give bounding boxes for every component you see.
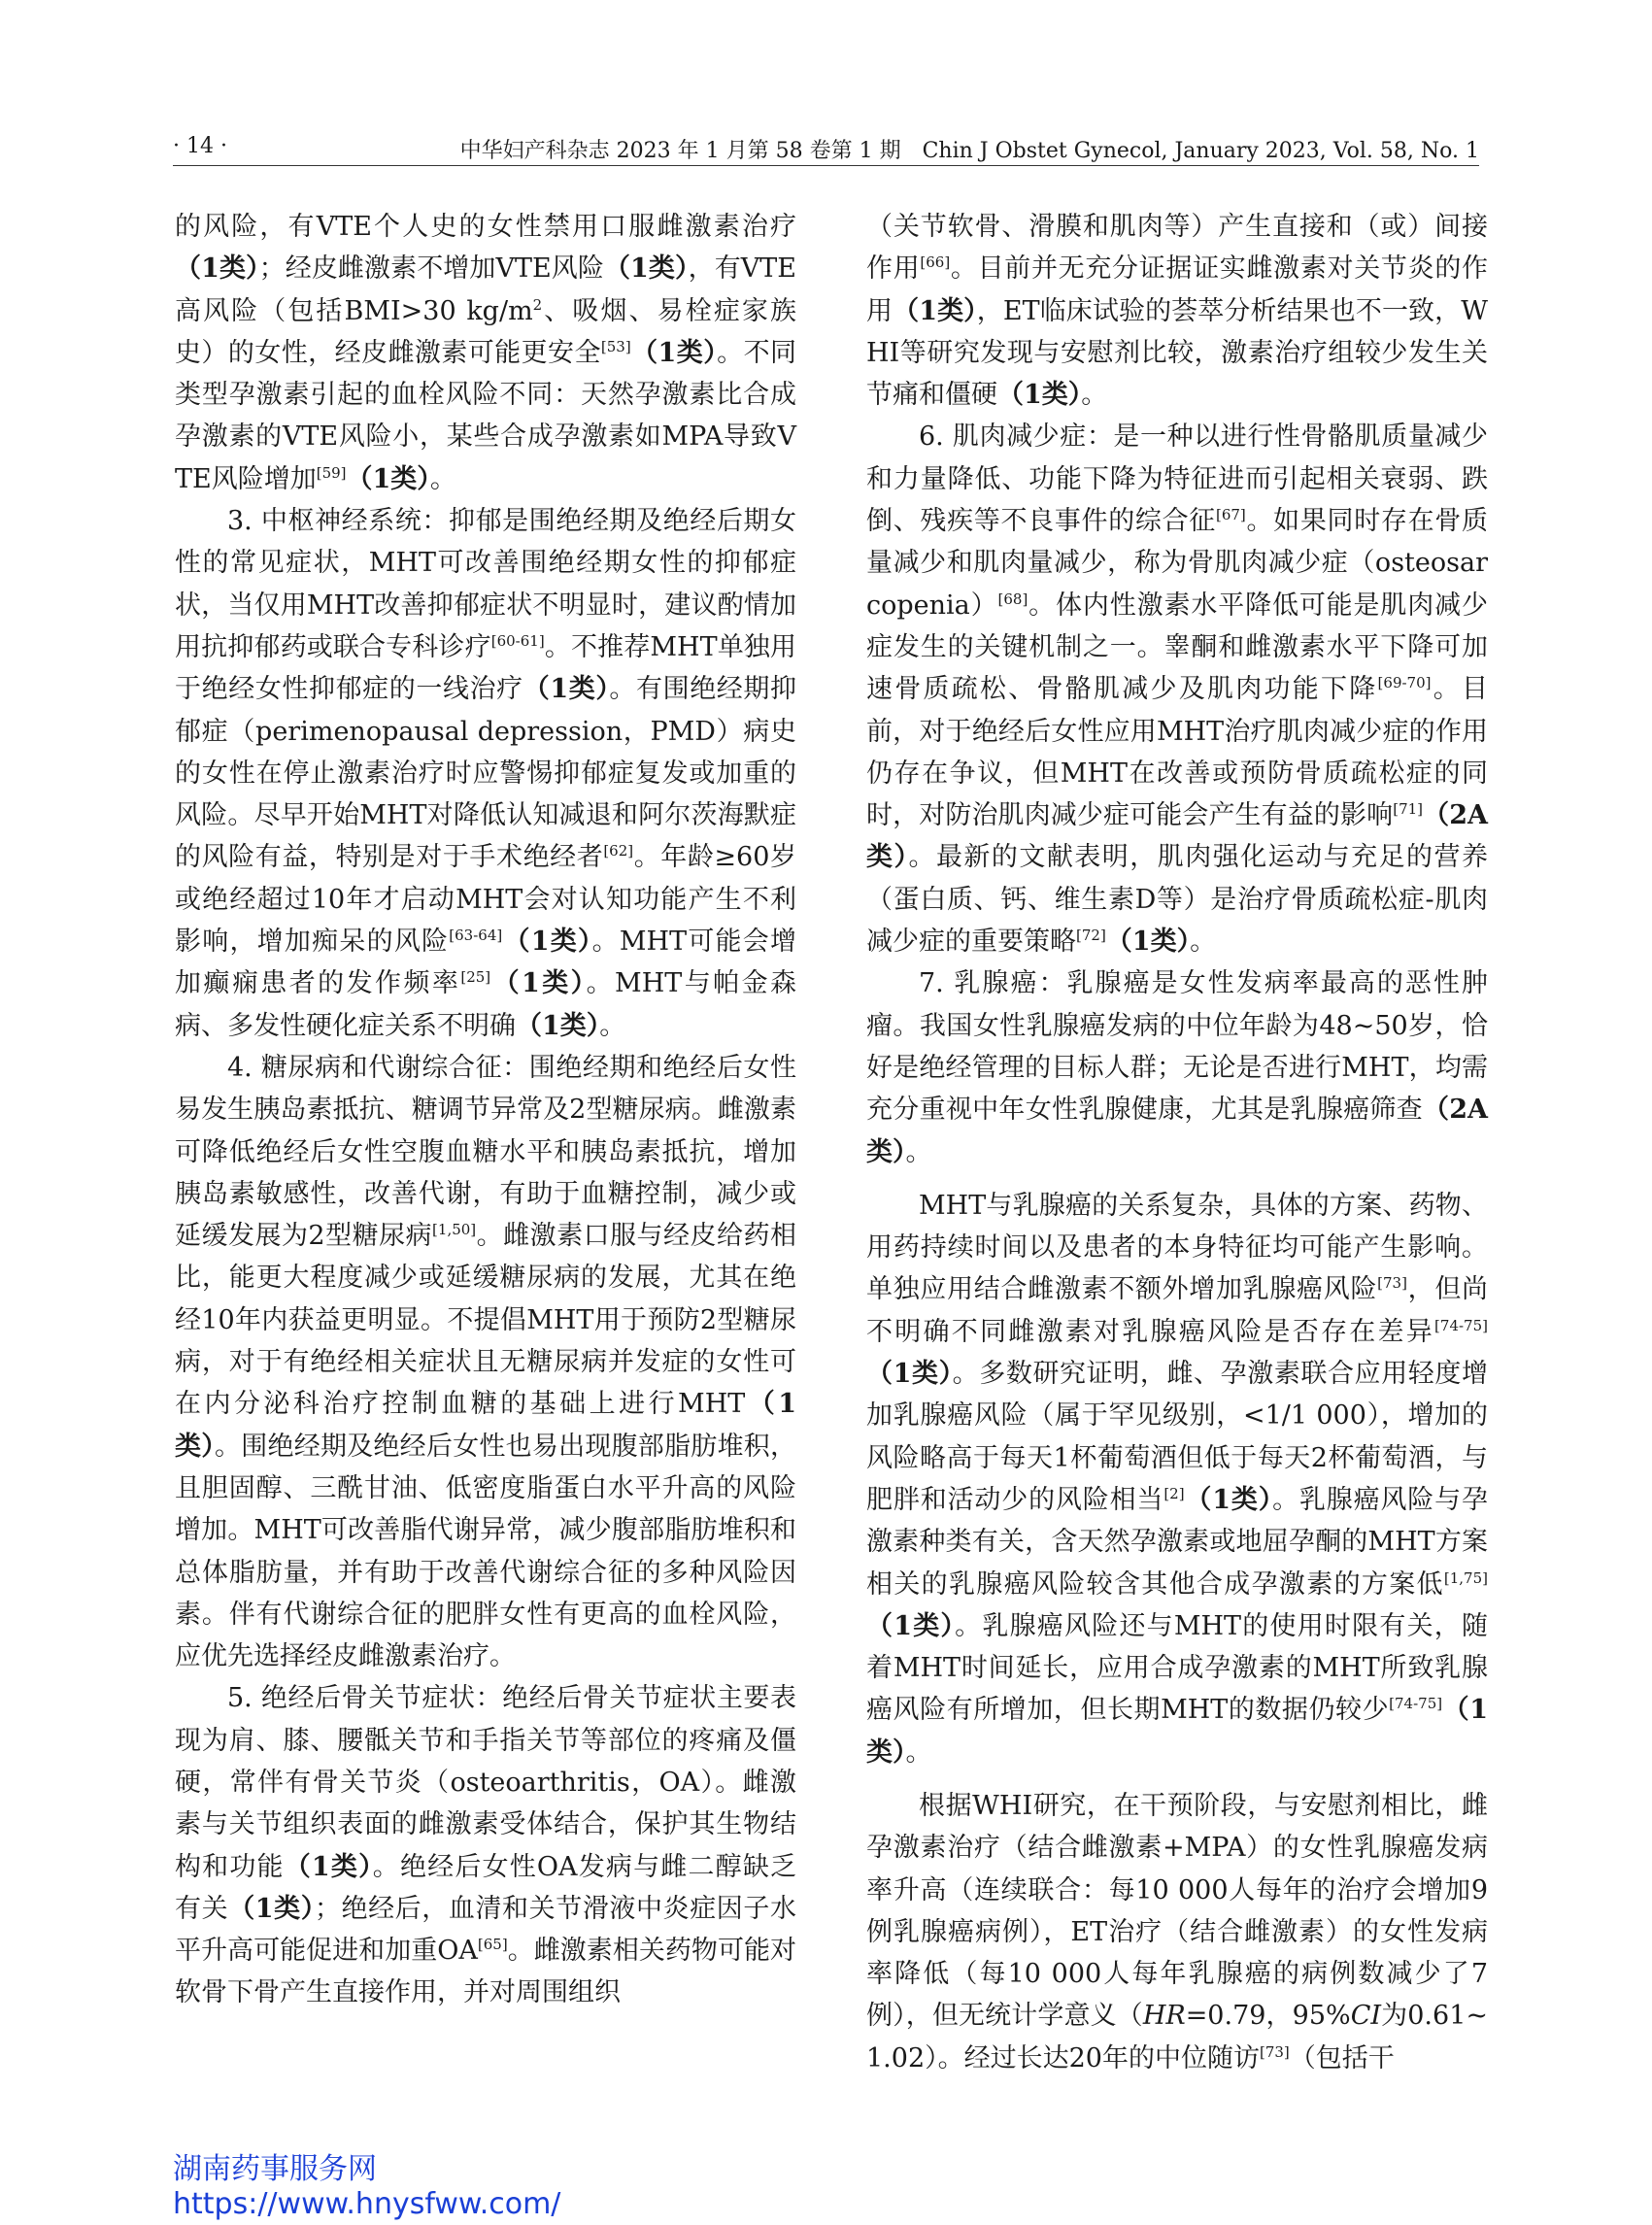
watermark-url-link[interactable]: https://www.hnysfww.com/ (173, 2187, 561, 2221)
left-paragraph-1: 的风险，有VTE个人史的女性禁用口服雌激素治疗（1类）；经皮雌激素不增加VTE风险（1类），有VTE高风险（包括BMI>30 $kg/m^2$、吸烟、易栓症家族史）的女性，经皮雌激素可能更安全[53]（1类）。不同类型孕激素引起的血栓风险不同：天然孕激素比合成孕激素的VTE风险小，某些合成孕激素如MPA导致VTE风险增加[59]（1类）。 (175, 212, 797, 494)
left-column (175, 206, 796, 2014)
whi-study-paragraph: 根据WHI研究，在干预阶段，与安慰剂相比，雌孕激素治疗（结合雌激素+MPA）的女性乳腺癌发病率升高（连续联合：每10 000人每年的治疗会增加9例乳腺癌病例），ET治疗（结合雌激素）的女性发病率降低（每10 000人每年乳腺癌的病例数减少了7例），但无统计学意义（HR=0.79，95%CI为0.61~1.02）。经过长达20年的中位随访[73]（包括干 (866, 1790, 1488, 2073)
watermark-site-name: 湖南药事服务网 (173, 2152, 377, 2186)
right-column (866, 206, 1488, 2079)
site-watermark (173, 2152, 560, 2222)
right-paragraph-1: （关节软骨、滑膜和肌肉等）产生直接和（或）间接作用[66]。目前并无充分证据证实雌激素对关节炎的作用（1类），ET临床试验的荟萃分析结果也不一致，WHI等研究发现与安慰剂比较，激素治疗组较少发生关节痛和僵硬（1类）。 (866, 212, 1489, 411)
mht-breast-cancer-paragraph: MHT与乳腺癌的关系复杂，具体的方案、药物、用药持续时间以及患者的本身特征均可能产生影响。单独应用结合雌激素不额外增加乳腺癌风险[73]，但尚不明确不同雌激素对乳腺癌风险是否存在差异[74-75]（1类）。多数研究证明，雌、孕激素联合应用轻度增加乳腺癌风险（属于罕见级别，<1/1 000），增加的风险略高于每天1杯葡萄酒但低于每天2杯葡萄酒，与肥胖和活动少的风险相当[2]（1类）。乳腺癌风险与孕激素种类有关，含天然孕激素或地屈孕酮的MHT方案相关的乳腺癌风险较含其他合成孕激素的方案低[1,75]（1类）。乳腺癌风险还与MHT的使用时限有关，随着MHT时间延长，应用合成孕激素的MHT所致乳腺癌风险有所增加，但长期MHT的数据仍较少[74-75]（1类）。 (866, 1190, 1489, 1768)
running-header (173, 134, 1479, 167)
header-rule (173, 165, 1479, 166)
journal-citation: 中华妇产科杂志 2023 年 1 月第 58 卷第 1 期 Chin J Obstet Gynecol, January 2023, Vol. 58, No. 1 (459, 139, 1479, 163)
section-diabetes-paragraph: 4. 糖尿病和代谢综合征：围绝经期和绝经后女性易发生胰岛素抵抗、糖调节异常及2型糖尿病。雌激素可降低绝经后女性空腹血糖水平和胰岛素抵抗，增加胰岛素敏感性，改善代谢，有助于血糖控制，减少或延缓发展为2型糖尿病[1,50]。雌激素口服与经皮给药相比，能更大程度减少或延缓糖尿病的发展，尤其在绝经10年内获益更明显。不提倡MHT用于预防2型糖尿病，对于有绝经相关症状且无糖尿病并发症的女性可在内分泌科治疗控制血糖的基础上进行MHT（1类）。围绝经期及绝经后女性也易出现腹部脂肪堆积，且胆固醇、三酰甘油、低密度脂蛋白水平升高的风险增加。MHT可改善脂代谢异常，减少腹部脂肪堆积和总体脂肪量，并有助于改善代谢综合征的多种风险因素。伴有代谢综合征的肥胖女性有更高的血栓风险，应优先选择经皮雌激素治疗。 (175, 1052, 797, 1672)
page-number: · 14 · (173, 134, 227, 158)
section-cns-paragraph: 3. 中枢神经系统：抑郁是围绝经期及绝经后期女性的常见症状，MHT可改善围绝经期女性的抑郁症状，当仅用MHT改善抑郁症状不明显时，建议酌情加用抗抑郁药或联合专科诊疗[60-61]。不推荐MHT单独用于绝经女性抑郁症的一线治疗（1类）。有围绝经期抑郁症（perimenopausal depression，PMD）病史的女性在停止激素治疗时应警惕抑郁症复发或加重的风险。尽早开始MHT对降低认知减退和阿尔茨海默症的风险有益，特别是对于手术绝经者[62]。年龄≥60岁或绝经超过10年才启动MHT会对认知功能产生不利影响，增加痴呆的风险[63-64]（1类）。MHT可能会增加癫痫患者的发作频率[25]（1类）。MHT与帕金森病、多发性硬化症关系不明确（1类）。 (175, 506, 797, 1041)
section-breast-cancer-paragraph: 7. 乳腺癌：乳腺癌是女性发病率最高的恶性肿瘤。我国女性乳腺癌发病的中位年龄为48~50岁，恰好是绝经管理的目标人群；无论是否进行MHT，均需充分重视中年女性乳腺健康，尤其是乳腺癌筛查（2A类）。 (866, 968, 1488, 1167)
section-sarcopenia-paragraph: 6. 肌肉减少症：是一种以进行性骨骼肌质量减少和力量降低、功能下降为特征进而引起相关衰弱、跌倒、残疾等不良事件的综合征[67]。如果同时存在骨质量减少和肌肉量减少，称为骨肌肉减少症（osteosarcopenia）[68]。体内性激素水平降低可能是肌肉减少症发生的关键机制之一。睾酮和雌激素水平下降可加速骨质疏松、骨骼肌减少及肌肉功能下降[69-70]。目前，对于绝经后女性应用MHT治疗肌肉减少症的作用仍存在争议，但MHT在改善或预防骨质疏松症的同时，对防治肌肉减少症可能会产生有益的影响[71]（2A类）。最新的文献表明，肌肉强化运动与充足的营养（蛋白质、钙、维生素D等）是治疗骨质疏松症-肌肉减少症的重要策略[72]（1类）。 (866, 421, 1489, 958)
section-bone-joint-paragraph: 5. 绝经后骨关节症状：绝经后骨关节症状主要表现为肩、膝、腰骶关节和手指关节等部位的疼痛及僵硬，常伴有骨关节炎（osteoarthritis，OA）。雌激素与关节组织表面的雌激素受体结合，保护其生物结构和功能（1类）。绝经后女性OA发病与雌二醇缺乏有关（1类）；绝经后，血清和关节滑液中炎症因子水平升高可能促进和加重OA[65]。雌激素相关药物可能对软骨下骨产生直接作用，并对周围组织 (175, 1683, 797, 2008)
